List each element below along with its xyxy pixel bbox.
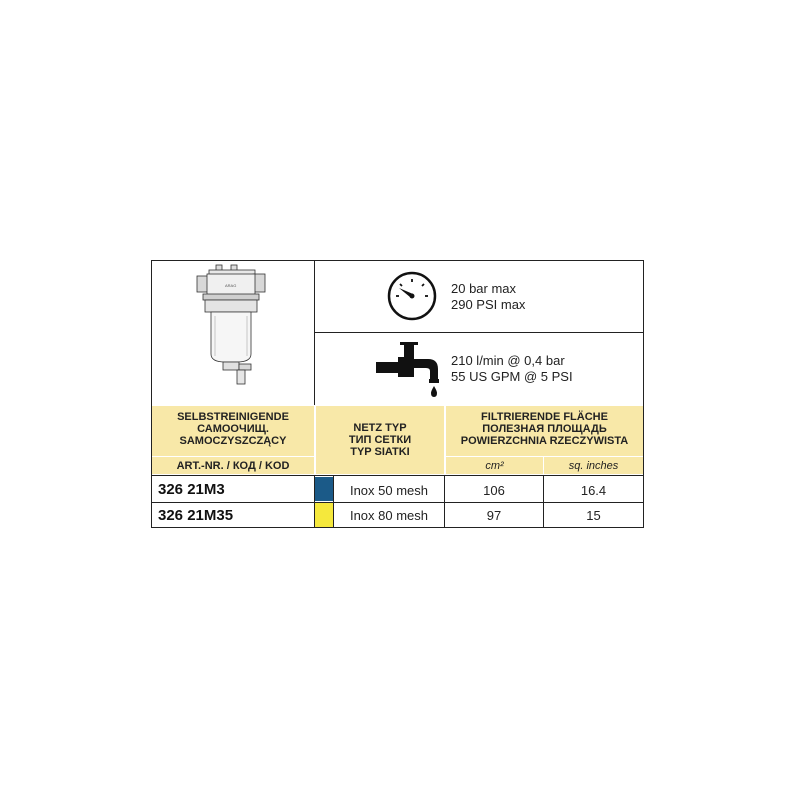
table-row-divider bbox=[151, 502, 644, 503]
col2-header bbox=[316, 422, 444, 458]
pressure-spec-line-2: 290 PSI max bbox=[451, 297, 526, 312]
col1-header-line-3: SAMOCZYSZCZĄCY bbox=[179, 435, 287, 447]
unit-cm2: cm² bbox=[485, 460, 504, 472]
col1-header-line-1: SELBSTREINIGENDE bbox=[177, 411, 289, 423]
svg-text:ARAG: ARAG bbox=[225, 283, 237, 288]
col3-header-line-3: POWIERZCHNIA RZECZYWISTA bbox=[460, 435, 629, 447]
col3-header-line-1: FILTRIERENDE FLÄCHE bbox=[481, 411, 608, 423]
col3-header-line-2: ПОЛЕЗНАЯ ПЛОЩАДЬ bbox=[482, 423, 607, 435]
frame-top-line bbox=[151, 260, 644, 261]
col1-header bbox=[152, 411, 314, 447]
table-header-bottom-line bbox=[151, 475, 644, 476]
row1-area-sq-inches: 16.4 bbox=[580, 483, 607, 498]
row1-area-cm2: 106 bbox=[483, 483, 505, 498]
col3-header-rule bbox=[446, 456, 643, 457]
frame-right-line bbox=[643, 260, 644, 528]
pressure-gauge-icon bbox=[386, 271, 438, 321]
unit-sq-inches: sq. inches bbox=[568, 460, 619, 472]
col2-header-line-2: ТИП СЕТКИ bbox=[348, 434, 412, 446]
spec-divider bbox=[314, 332, 644, 333]
frame-left-line bbox=[151, 260, 152, 528]
col2-header-line-3: TYP SIATKI bbox=[350, 446, 410, 458]
row2-mesh-type: Inox 80 mesh bbox=[349, 508, 429, 523]
col1-header-rule bbox=[152, 456, 314, 457]
row2-article-code: 326 21M35 bbox=[158, 507, 234, 524]
row1-mesh-type: Inox 50 mesh bbox=[349, 483, 429, 498]
row2-area-cm2: 97 bbox=[486, 508, 502, 523]
filter-product-image bbox=[195, 264, 273, 394]
col3-header bbox=[446, 411, 643, 447]
row2-area-sq-inches: 15 bbox=[586, 508, 601, 523]
table-bottom-line bbox=[151, 527, 644, 528]
row1-article-code: 326 21M3 bbox=[158, 481, 225, 498]
row1-mesh-swatch bbox=[315, 477, 333, 501]
col1-subheader: ART.-NR. / КОД / KOD bbox=[176, 460, 290, 472]
col2-header-line-1: NETZ TYP bbox=[353, 422, 407, 434]
water-tap-icon bbox=[374, 341, 446, 399]
pressure-spec-line-1: 20 bar max bbox=[451, 281, 517, 296]
flow-spec-line-2: 55 US GPM @ 5 PSI bbox=[451, 369, 573, 384]
flow-spec-line-1: 210 l/min @ 0,4 bar bbox=[451, 353, 565, 368]
row2-mesh-swatch bbox=[315, 503, 333, 527]
col1-header-line-2: САМООЧИЩ. bbox=[197, 423, 269, 435]
